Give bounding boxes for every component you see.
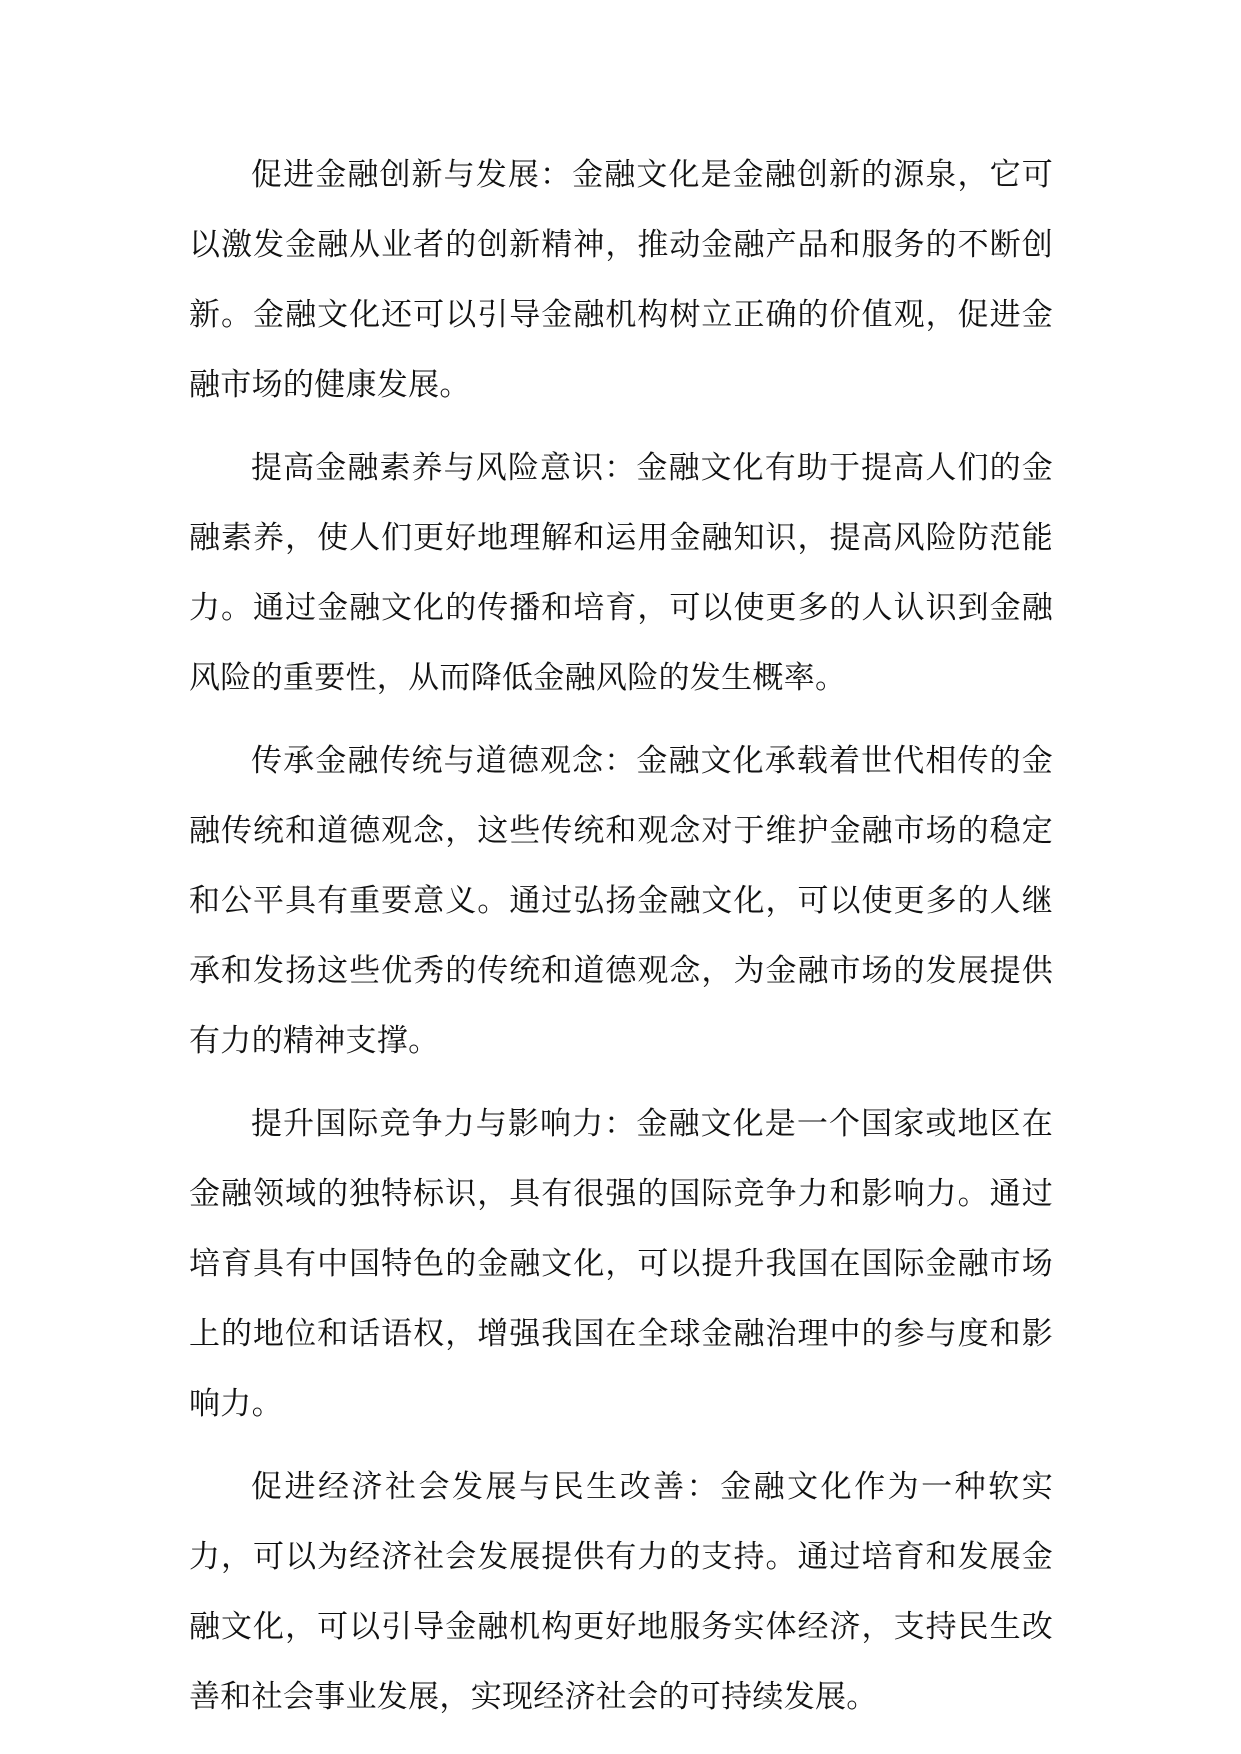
- paragraph-financial-literacy: 提高金融素养与风险意识：金融文化有助于提高人们的金融素养，使人们更好地理解和运用金融知识，提高风险防范能力。通过金融文化的传播和培育，可以使更多的人认识到金融风险的重要性，从而降低金融风险的发生概率。: [189, 450, 1053, 696]
- paragraph-international-competitiveness: 提升国际竞争力与影响力：金融文化是一个国家或地区在金融领域的独特标识，具有很强的国际竞争力和影响力。通过培育具有中国特色的金融文化，可以提升我国在国际金融市场上的地位和话语权，增强我国在全球金融治理中的参与度和影响力。: [189, 1106, 1053, 1422]
- paragraph-financial-innovation: 促进金融创新与发展：金融文化是金融创新的源泉，它可以激发金融从业者的创新精神，推动金融产品和服务的不断创新。金融文化还可以引导金融机构树立正确的价值观，促进金融市场的健康发展。: [189, 157, 1053, 403]
- paragraph-tradition-ethics: 传承金融传统与道德观念：金融文化承载着世代相传的金融传统和道德观念，这些传统和观念对于维护金融市场的稳定和公平具有重要意义。通过弘扬金融文化，可以使更多的人继承和发扬这些优秀的传统和道德观念，为金融市场的发展提供有力的精神支撑。: [189, 743, 1053, 1059]
- document-body: [189, 140, 1053, 1745]
- paragraph-economic-social-development: 促进经济社会发展与民生改善：金融文化作为一种软实力，可以为经济社会发展提供有力的支持。通过培育和发展金融文化，可以引导金融机构更好地服务实体经济，支持民生改善和社会事业发展，实现经济社会的可持续发展。: [189, 1469, 1053, 1715]
